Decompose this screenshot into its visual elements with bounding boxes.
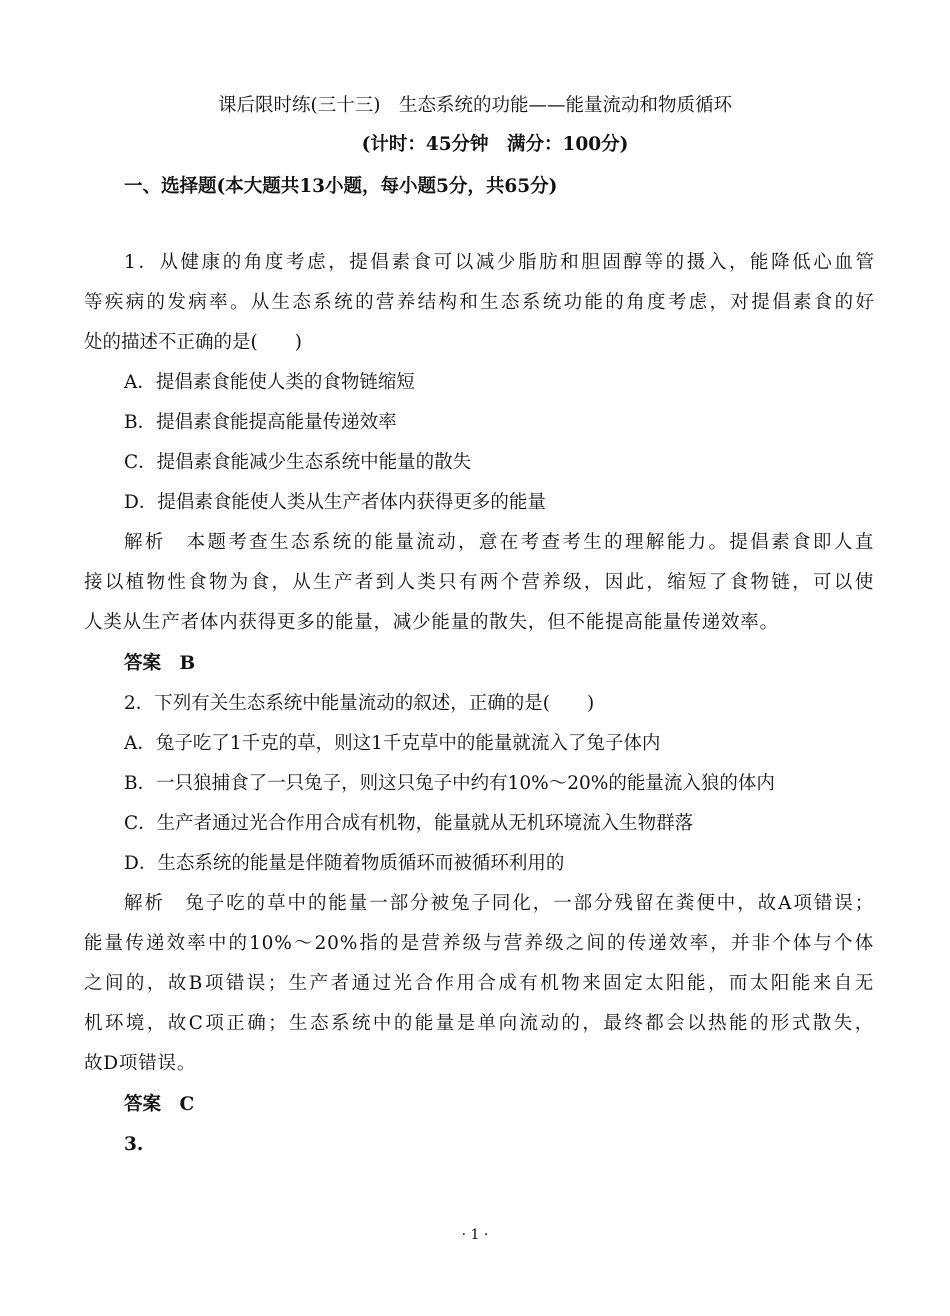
question-1-option-d: D．提倡素食能使人类从生产者体内获得更多的能量 xyxy=(124,492,546,513)
question-2-analysis-line: 机环境，故C项正确；生态系统中的能量是单向流动的，最终都会以热能的形式散失， xyxy=(84,1013,874,1034)
question-2-option-b: B．一只狼捕食了一只兔子，则这只兔子中约有10%～20%的能量流入狼的体内 xyxy=(124,773,775,794)
question-2-option-c: C．生产者通过光合作用合成有机物，能量就从无机环境流入生物群落 xyxy=(124,813,694,834)
document-title: 课后限时练(三十三) 生态系统的功能——能量流动和物质循环 xyxy=(218,95,732,116)
section-heading: 一、选择题(本大题共13小题，每小题5分，共65分) xyxy=(124,176,558,197)
question-1-stem-line: 等疾病的发病率。从生态系统的营养结构和生态系统功能的角度考虑，对提倡素食的好 xyxy=(84,292,874,313)
question-2-option-d: D．生态系统的能量是伴随着物质循环而被循环利用的 xyxy=(124,853,565,874)
question-1-option-a: A．提倡素食能使人类的食物链缩短 xyxy=(124,372,415,393)
question-1-stem-line: 处的描述不正确的是( ) xyxy=(84,332,302,353)
question-3-label: 3. xyxy=(124,1134,144,1155)
question-2-stem: 2．下列有关生态系统中能量流动的叙述，正确的是( ) xyxy=(124,693,595,714)
question-2-analysis-line: 之间的，故B项错误；生产者通过光合作用合成有机物来固定太阳能，而太阳能来自无 xyxy=(84,973,874,994)
question-1-option-b: B．提倡素食能提高能量传递效率 xyxy=(124,412,397,433)
question-2-analysis-line: 故D项错误。 xyxy=(84,1053,197,1074)
question-1-option-c: C．提倡素食能减少生态系统中能量的散失 xyxy=(124,452,472,473)
question-1-stem-line: 1．从健康的角度考虑，提倡素食可以减少脂肪和胆固醇等的摄入，能降低心血管 xyxy=(124,252,874,273)
question-1-answer: 答案 B xyxy=(124,653,196,674)
question-1-analysis-line: 接以植物性食物为食，从生产者到人类只有两个营养级，因此，缩短了食物链，可以使 xyxy=(84,572,874,593)
question-1-analysis-line: 解析 本题考查生态系统的能量流动，意在考查考生的理解能力。提倡素食即人直 xyxy=(124,532,874,553)
page-number: · 1 · xyxy=(461,1227,489,1243)
question-2-answer: 答案 C xyxy=(124,1094,195,1115)
question-2-analysis-line: 解析 兔子吃的草中的能量一部分被兔子同化，一部分残留在粪便中，故A项错误； xyxy=(124,893,874,914)
question-2-analysis-line: 能量传递效率中的10%～20%指的是营养级与营养级之间的传递效率，并非个体与个体 xyxy=(84,933,874,954)
timing-subtitle: (计时：45分钟 满分：100分) xyxy=(361,134,629,155)
question-2-option-a: A．兔子吃了1千克的草，则这1千克草中的能量就流入了兔子体内 xyxy=(124,733,661,754)
question-1-analysis-line: 人类从生产者体内获得更多的能量，减少能量的散失，但不能提高能量传递效率。 xyxy=(84,612,779,633)
